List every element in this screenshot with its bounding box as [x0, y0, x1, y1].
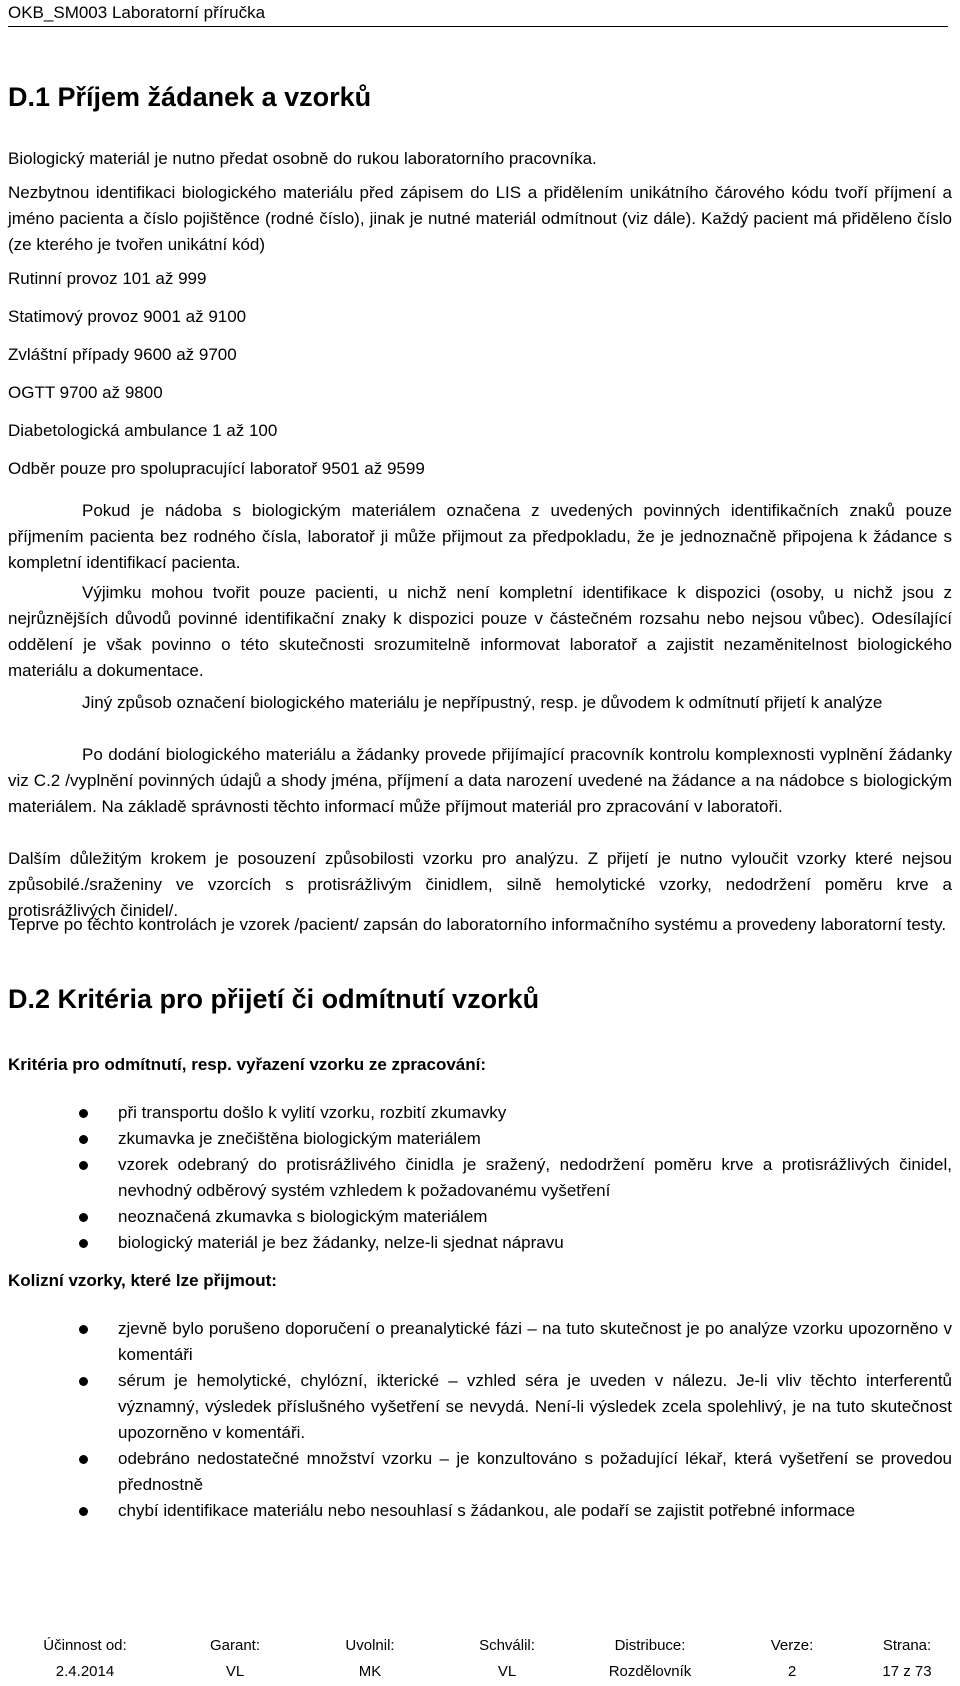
bullet-icon	[79, 1507, 88, 1516]
bullet-icon	[79, 1325, 88, 1334]
reject-criteria-title: Kritéria pro odmítnutí, resp. vyřazení vzorku ze zpracování:	[8, 1055, 487, 1074]
range-item: Diabetologická ambulance 1 až 100	[8, 421, 278, 440]
footer-guarantor: Garant: VL	[209, 1637, 261, 1680]
bullet-icon	[79, 1377, 88, 1386]
accept-criteria-title: Kolizní vzorky, které lze přijmout:	[8, 1271, 277, 1290]
range-item: Zvláštní případy 9600 až 9700	[8, 345, 237, 364]
registration-paragraph: Teprve po těchto kontrolách je vzorek /pacient/ zapsán do laboratorního informačního systému a provedeny laboratorní testy.	[8, 915, 947, 934]
footer-page: Strana: 17 z 73	[882, 1637, 932, 1680]
list-item: sérum je hemolytické, chylózní, ikterické – vzhled séra je uveden v nálezu. Je-li vliv těchto interferentů významný, výsledek příslušného vyšetření se nevydá. Není-li výsledek zcela spolehlivý, je na tuto skutečnost upozorněno v komentáři.	[8, 1368, 952, 1446]
reject-criteria-list	[8, 1100, 952, 1256]
footer-distribution: Distribuce: Rozdělovník	[608, 1637, 692, 1680]
other-labeling-paragraph: Jiný způsob označení biologického materiálu je nepřípustný, resp. je důvodem k odmítnutí přijetí k analýze	[82, 693, 883, 712]
list-item: biologický materiál je bez žádanky, nelze-li sjednat nápravu	[8, 1230, 952, 1256]
list-item: při transportu došlo k vylití vzorku, rozbití zkumavky	[8, 1100, 952, 1126]
list-item: vzorek odebraný do protisrážlivého činidla je sražený, nedodržení poměru krve a protisrážlivých činidel, nevhodný odběrový systém vzhledem k požadovanému vyšetření	[8, 1152, 952, 1204]
suitability-paragraph: Dalším důležitým krokem je posouzení způsobilosti vzorku pro analýzu. Z přijetí je nutno vyloučit vzorky které nejsou způsobilé./sraženiny ve vzorcích s protisrážlivým činidlem, silně hemolytické vzorky, nedodržení poměru krve a protisrážlivých činidel/.	[8, 849, 952, 920]
intro-paragraph: Biologický materiál je nutno předat osobně do rukou laboratorního pracovníka.	[8, 149, 597, 168]
accept-criteria-list	[8, 1316, 952, 1524]
range-item: Odběr pouze pro spolupracující laboratoř 9501 až 9599	[8, 459, 425, 478]
range-item: OGTT 9700 až 9800	[8, 383, 163, 402]
footer-approved: Schválil: VL	[479, 1637, 535, 1680]
bullet-icon	[79, 1109, 88, 1118]
bullet-icon	[79, 1455, 88, 1464]
list-item: zjevně bylo porušeno doporučení o preanalytické fázi – na tuto skutečnost je po analýze vzorku upozorněno v komentáři	[8, 1316, 952, 1368]
range-item: Statimový provoz 9001 až 9100	[8, 307, 247, 326]
label-paragraph: Pokud je nádoba s biologickým materiálem označena z uvedených povinných identifikačních znaků pouze příjmením pacienta bez rodného čísla, laboratoř ji může přijmout za předpokladu, že je jednoznačně připojena k žádance s kompletní identifikací pacienta.	[8, 501, 952, 572]
list-item: zkumavka je znečištěna biologickým materiálem	[8, 1126, 952, 1152]
identification-paragraph: Nezbytnou identifikaci biologického materiálu před zápisem do LIS a přidělením unikátního čárového kódu tvoří příjmení a jméno pacienta a číslo pojištěnce (rodné číslo), jinak je nutné materiál odmítnout (viz dále). Každý pacient má přiděleno číslo (ze kterého je tvořen unikátní kód)	[8, 183, 952, 254]
range-item: Rutinní provoz 101 až 999	[8, 269, 207, 288]
list-item: odebráno nedostatečné množství vzorku – je konzultováno s požadující lékař, která vyšetření se provedou přednostně	[8, 1446, 952, 1498]
list-item: neoznačená zkumavka s biologickým materiálem	[8, 1204, 952, 1230]
footer-version: Verze: 2	[770, 1637, 814, 1680]
bullet-icon	[79, 1161, 88, 1170]
bullet-icon	[79, 1213, 88, 1222]
exception-paragraph: Výjimku mohou tvořit pouze pacienti, u nichž není kompletní identifikace k dispozici (osoby, u nichž jsou z nejrůznějších důvodů povinné identifikační znaky k dispozici pouze v částečném rozsahu nebo nejsou vůbec). Odesílající oddělení je však povinno o této skutečnosti srozumitelně informovat laboratoř a zajistit nezaměnitelnost biologického materiálu a dokumentace.	[8, 583, 952, 680]
section-heading-d2: D.2 Kritéria pro přijetí či odmítnutí vzorků	[8, 984, 540, 1014]
section-heading-d1: D.1 Příjem žádanek a vzorků	[8, 82, 372, 112]
bullet-icon	[79, 1239, 88, 1248]
document-header: OKB_SM003 Laboratorní příručka	[8, 0, 948, 27]
footer-released: Uvolnil: MK	[345, 1637, 395, 1680]
list-item: chybí identifikace materiálu nebo nesouhlasí s žádankou, ale podaří se zajistit potřebné informace	[8, 1498, 952, 1524]
bullet-icon	[79, 1135, 88, 1144]
check-paragraph: Po dodání biologického materiálu a žádanky provede přijímající pracovník kontrolu komplexnosti vyplnění žádanky viz C.2 /vyplnění povinných údajů a shody jména, příjmení a data narození uvedené na žádance a na nádobce s biologickým materiálem. Na základě správnosti těchto informací může příjmout materiál pro zpracování v laboratoři.	[8, 745, 952, 816]
footer-effective: Účinnost od: 2.4.2014	[43, 1637, 127, 1680]
